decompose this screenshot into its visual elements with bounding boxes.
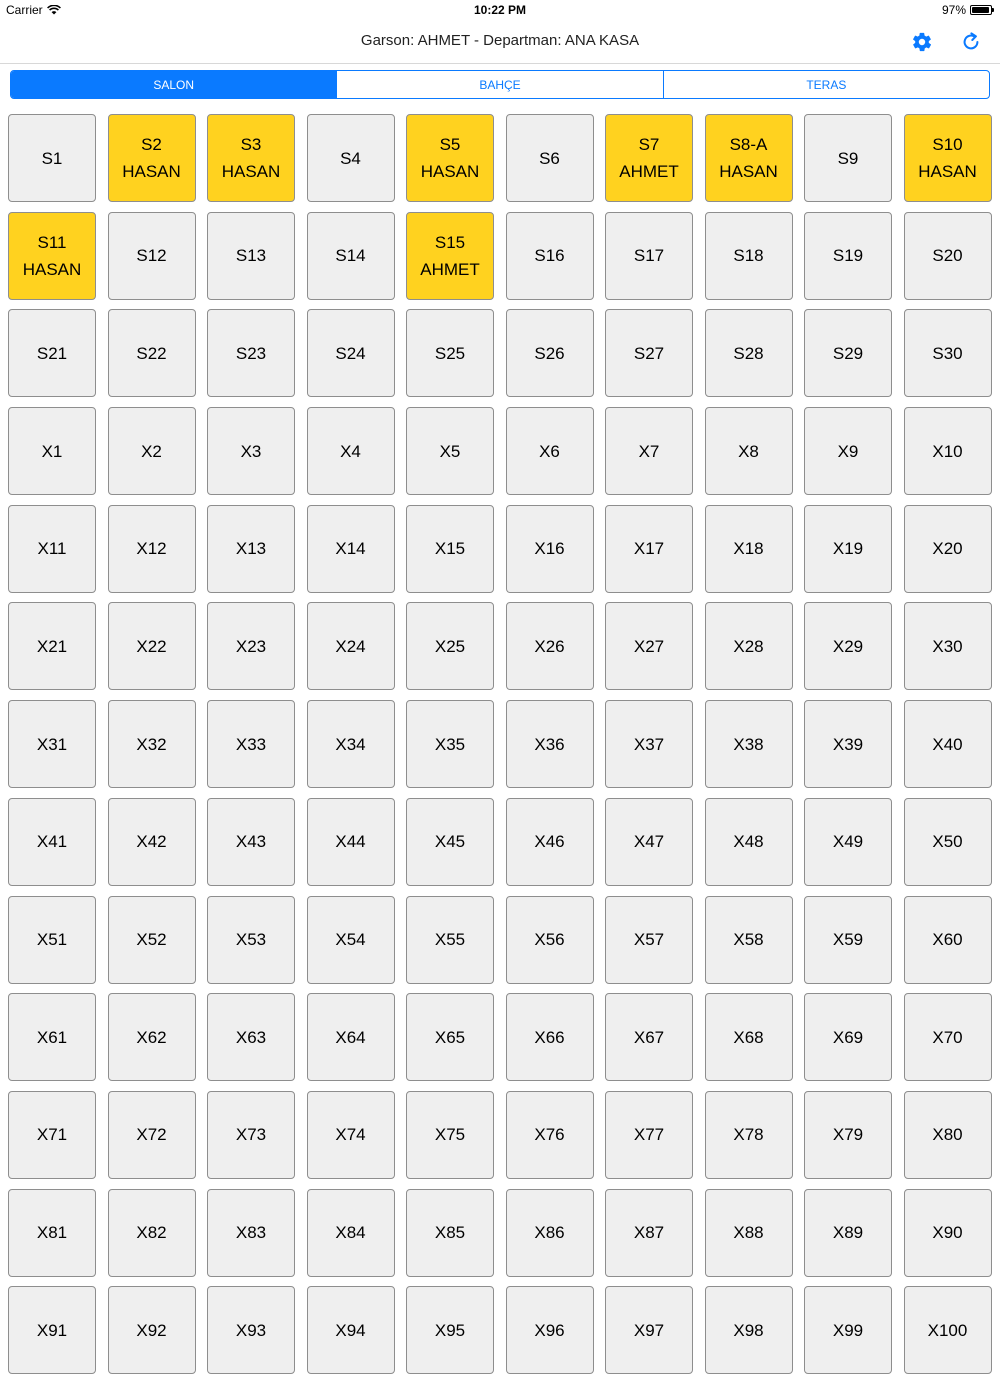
table-button[interactable] xyxy=(804,993,892,1081)
table-name: X23 xyxy=(235,636,267,656)
table-button[interactable] xyxy=(406,1189,494,1277)
table-name: S22 xyxy=(136,343,167,363)
table-button[interactable] xyxy=(506,1286,594,1374)
table-name: S23 xyxy=(235,343,267,363)
table-button[interactable] xyxy=(8,896,96,984)
table-button[interactable] xyxy=(605,993,693,1081)
table-button[interactable] xyxy=(605,1189,693,1277)
table-button[interactable] xyxy=(108,114,196,202)
table-name: X13 xyxy=(235,539,267,559)
table-name: X17 xyxy=(633,539,665,559)
table-name: X88 xyxy=(733,1223,764,1243)
table-button[interactable] xyxy=(108,505,196,593)
table-name: X1 xyxy=(41,441,63,461)
table-button[interactable] xyxy=(207,700,295,788)
table-waiter: HASAN xyxy=(221,162,281,181)
table-button[interactable] xyxy=(605,1091,693,1179)
table-name: X91 xyxy=(36,1320,68,1340)
table-button[interactable] xyxy=(804,309,892,397)
table-button[interactable] xyxy=(207,1091,295,1179)
table-name: S15 xyxy=(434,232,466,252)
table-button[interactable] xyxy=(207,212,295,300)
table-waiter: HASAN xyxy=(719,162,778,181)
table-name: S11 xyxy=(37,232,67,252)
table-button[interactable] xyxy=(904,1091,992,1179)
table-button[interactable] xyxy=(406,798,494,886)
table-button[interactable] xyxy=(8,1189,96,1277)
table-button[interactable] xyxy=(605,309,693,397)
table-name: S13 xyxy=(235,246,267,266)
table-name: S6 xyxy=(539,148,560,168)
table-button[interactable] xyxy=(605,798,693,886)
table-name: X26 xyxy=(534,636,565,656)
table-name: X9 xyxy=(837,441,859,461)
table-name: X69 xyxy=(832,1027,864,1047)
table-button[interactable] xyxy=(804,798,892,886)
table-name: X96 xyxy=(534,1320,565,1340)
table-name: X20 xyxy=(932,539,963,559)
table-button[interactable] xyxy=(406,602,494,690)
page-title: Garson: AHMET - Departman: ANA KASA xyxy=(360,32,640,49)
table-button[interactable] xyxy=(207,798,295,886)
table-name: X5 xyxy=(439,441,461,461)
table-button[interactable] xyxy=(406,1286,494,1374)
table-name: S24 xyxy=(335,343,366,363)
table-button[interactable] xyxy=(307,1189,395,1277)
table-name: X55 xyxy=(434,930,466,949)
table-name: X18 xyxy=(733,539,764,559)
table-name: X71 xyxy=(36,1125,68,1145)
table-button[interactable] xyxy=(108,1189,196,1277)
table-button[interactable] xyxy=(207,896,295,984)
table-button[interactable] xyxy=(108,407,196,495)
table-waiter: AHMET xyxy=(420,259,480,279)
table-button[interactable] xyxy=(705,505,793,593)
table-button[interactable] xyxy=(506,505,594,593)
table-button[interactable] xyxy=(307,1091,395,1179)
settings-button[interactable] xyxy=(908,28,936,56)
table-name: X54 xyxy=(335,930,366,949)
table-name: X48 xyxy=(733,832,764,852)
tab-teras[interactable]: TERAS xyxy=(663,71,989,98)
table-waiter: HASAN xyxy=(918,162,977,181)
table-button[interactable] xyxy=(307,1286,395,1374)
table-button[interactable] xyxy=(904,700,992,788)
table-name: X7 xyxy=(638,441,660,461)
table-name: X73 xyxy=(235,1125,267,1145)
table-button[interactable] xyxy=(8,1091,96,1179)
table-name: X27 xyxy=(633,636,665,656)
table-name: X44 xyxy=(335,832,366,852)
table-button[interactable] xyxy=(904,212,992,300)
table-name: X93 xyxy=(235,1320,267,1340)
table-name: S8-A xyxy=(729,135,768,154)
table-name: S12 xyxy=(136,246,167,266)
table-button[interactable] xyxy=(307,896,395,984)
table-button[interactable] xyxy=(207,505,295,593)
table-button[interactable] xyxy=(207,407,295,495)
table-name: S21 xyxy=(36,343,68,363)
table-name: X39 xyxy=(832,734,864,754)
table-name: X43 xyxy=(235,832,267,852)
table-button[interactable] xyxy=(307,407,395,495)
table-button[interactable] xyxy=(705,407,793,495)
table-name: X99 xyxy=(832,1320,864,1340)
table-button[interactable] xyxy=(307,212,395,300)
table-name: X36 xyxy=(534,734,565,754)
table-name: X32 xyxy=(136,734,167,754)
table-button[interactable] xyxy=(108,993,196,1081)
table-name: S30 xyxy=(932,343,963,363)
table-button[interactable] xyxy=(705,700,793,788)
table-name: X95 xyxy=(434,1320,466,1340)
table-name: X6 xyxy=(539,441,560,461)
table-button[interactable] xyxy=(804,896,892,984)
table-button[interactable] xyxy=(108,896,196,984)
table-name: X90 xyxy=(932,1223,963,1243)
table-name: X97 xyxy=(633,1320,665,1340)
table-waiter: HASAN xyxy=(22,259,82,279)
table-name: X61 xyxy=(36,1027,68,1047)
table-name: S26 xyxy=(534,343,565,363)
table-button[interactable] xyxy=(506,700,594,788)
table-name: X94 xyxy=(335,1320,366,1340)
table-button[interactable] xyxy=(207,1286,295,1374)
table-name: S16 xyxy=(534,246,565,266)
tab-bahce[interactable]: BAHÇE xyxy=(336,71,662,98)
table-button[interactable] xyxy=(307,114,395,202)
table-button[interactable] xyxy=(804,505,892,593)
table-name: X3 xyxy=(240,441,262,461)
table-name: X63 xyxy=(235,1027,267,1047)
table-button[interactable] xyxy=(307,700,395,788)
gear-icon xyxy=(911,31,933,53)
table-button[interactable] xyxy=(8,309,96,397)
table-name: X84 xyxy=(335,1223,366,1243)
table-button[interactable] xyxy=(804,114,892,202)
table-name: X2 xyxy=(141,441,162,461)
table-name: S28 xyxy=(733,343,764,363)
table-waiter: HASAN xyxy=(420,162,480,181)
table-button[interactable] xyxy=(904,896,992,984)
battery-percent: 97% xyxy=(941,3,966,17)
table-name: X58 xyxy=(733,930,764,949)
table-name: X35 xyxy=(434,734,466,754)
table-name: X40 xyxy=(932,734,963,754)
table-button[interactable] xyxy=(705,309,793,397)
table-name: S20 xyxy=(932,246,963,266)
table-name: X60 xyxy=(932,930,963,949)
table-name: X75 xyxy=(434,1125,466,1145)
table-button[interactable] xyxy=(8,798,96,886)
table-button[interactable] xyxy=(406,505,494,593)
table-button[interactable] xyxy=(904,993,992,1081)
table-button[interactable] xyxy=(904,309,992,397)
table-name: X24 xyxy=(335,636,366,656)
table-name: X49 xyxy=(832,832,864,852)
table-button[interactable] xyxy=(506,407,594,495)
table-name: X92 xyxy=(136,1320,167,1340)
table-name: X38 xyxy=(733,734,764,754)
table-button[interactable] xyxy=(506,114,594,202)
table-grid xyxy=(8,114,992,1374)
table-name: X79 xyxy=(832,1125,864,1145)
table-name: X72 xyxy=(136,1125,167,1145)
table-name: X64 xyxy=(335,1027,366,1047)
table-name: X70 xyxy=(932,1027,963,1047)
table-button[interactable] xyxy=(108,798,196,886)
table-name: X34 xyxy=(335,734,366,754)
table-button[interactable] xyxy=(804,1189,892,1277)
table-button[interactable] xyxy=(406,407,494,495)
table-name: X89 xyxy=(832,1223,864,1243)
table-name: X66 xyxy=(534,1027,565,1047)
table-name: X62 xyxy=(136,1027,167,1047)
table-button[interactable] xyxy=(605,505,693,593)
table-button[interactable] xyxy=(705,1091,793,1179)
table-button[interactable] xyxy=(605,407,693,495)
table-button[interactable] xyxy=(605,212,693,300)
table-name: X12 xyxy=(136,539,167,559)
table-name: X85 xyxy=(434,1223,466,1243)
table-button[interactable] xyxy=(406,212,494,300)
department-tabs xyxy=(10,70,990,99)
table-name: X83 xyxy=(235,1223,267,1243)
table-name: X53 xyxy=(235,930,267,949)
table-button[interactable] xyxy=(506,212,594,300)
table-button[interactable] xyxy=(605,700,693,788)
table-button[interactable] xyxy=(605,896,693,984)
table-name: X25 xyxy=(434,636,466,656)
table-name: X67 xyxy=(633,1027,665,1047)
table-button[interactable] xyxy=(804,602,892,690)
table-name: S14 xyxy=(335,246,366,266)
table-button[interactable] xyxy=(406,700,494,788)
table-button[interactable] xyxy=(8,407,96,495)
table-button[interactable] xyxy=(406,896,494,984)
table-button[interactable] xyxy=(804,407,892,495)
table-button[interactable] xyxy=(804,212,892,300)
status-bar xyxy=(0,0,1000,20)
table-name: X56 xyxy=(534,930,565,949)
table-button[interactable] xyxy=(108,700,196,788)
table-name: X86 xyxy=(534,1223,565,1243)
table-button[interactable] xyxy=(506,798,594,886)
table-name: X28 xyxy=(733,636,764,656)
table-name: S25 xyxy=(434,343,466,363)
table-name: X19 xyxy=(832,539,864,559)
table-button[interactable] xyxy=(904,602,992,690)
table-name: S7 xyxy=(638,135,660,154)
table-name: X76 xyxy=(534,1125,565,1145)
table-name: S17 xyxy=(633,246,665,266)
table-button[interactable] xyxy=(406,114,494,202)
table-button[interactable] xyxy=(804,1286,892,1374)
table-button[interactable] xyxy=(8,1286,96,1374)
table-name: X78 xyxy=(733,1125,764,1145)
table-button[interactable] xyxy=(506,602,594,690)
table-button[interactable] xyxy=(904,505,992,593)
table-name: X81 xyxy=(36,1223,68,1243)
tab-salon[interactable]: SALON xyxy=(11,71,336,98)
table-name: S1 xyxy=(41,148,63,168)
table-button[interactable] xyxy=(804,1091,892,1179)
table-button[interactable] xyxy=(605,602,693,690)
table-name: X4 xyxy=(340,441,361,461)
table-name: X52 xyxy=(136,930,167,949)
table-button[interactable] xyxy=(108,602,196,690)
table-button[interactable] xyxy=(705,798,793,886)
refresh-button[interactable] xyxy=(957,28,985,56)
refresh-icon xyxy=(960,31,982,53)
table-button[interactable] xyxy=(108,1286,196,1374)
table-button[interactable] xyxy=(904,1286,992,1374)
table-name: X98 xyxy=(733,1320,764,1340)
table-button[interactable] xyxy=(506,993,594,1081)
table-button[interactable] xyxy=(605,114,693,202)
table-button[interactable] xyxy=(307,798,395,886)
table-name: X57 xyxy=(633,930,665,949)
table-button[interactable] xyxy=(8,212,96,300)
table-button[interactable] xyxy=(904,114,992,202)
table-button[interactable] xyxy=(904,407,992,495)
table-name: X50 xyxy=(932,832,963,852)
table-button[interactable] xyxy=(307,993,395,1081)
table-name: X65 xyxy=(434,1027,466,1047)
battery-info xyxy=(942,3,992,17)
table-button[interactable] xyxy=(108,212,196,300)
table-button[interactable] xyxy=(108,1091,196,1179)
table-name: X82 xyxy=(136,1223,167,1243)
table-name: X80 xyxy=(932,1125,963,1145)
table-name: X33 xyxy=(235,734,267,754)
table-name: S10 xyxy=(932,135,963,154)
table-name: X14 xyxy=(335,539,366,559)
table-button[interactable] xyxy=(904,1189,992,1277)
table-name: S2 xyxy=(141,135,162,154)
table-button[interactable] xyxy=(8,602,96,690)
table-button[interactable] xyxy=(8,993,96,1081)
status-time: 10:22 PM xyxy=(473,3,527,17)
table-button[interactable] xyxy=(307,505,395,593)
table-button[interactable] xyxy=(108,309,196,397)
table-waiter: HASAN xyxy=(122,162,181,181)
table-button[interactable] xyxy=(8,700,96,788)
table-button[interactable] xyxy=(705,896,793,984)
table-name: X21 xyxy=(36,636,68,656)
table-name: S4 xyxy=(340,148,361,168)
table-name: S5 xyxy=(439,135,461,154)
table-name: X11 xyxy=(37,539,67,559)
table-name: X74 xyxy=(335,1125,366,1145)
table-button[interactable] xyxy=(705,993,793,1081)
table-button[interactable] xyxy=(207,1189,295,1277)
table-name: X68 xyxy=(733,1027,764,1047)
table-name: S29 xyxy=(832,343,864,363)
table-button[interactable] xyxy=(307,602,395,690)
navigation-bar xyxy=(0,20,1000,64)
table-name: X100 xyxy=(927,1320,968,1340)
table-name: X31 xyxy=(36,734,68,754)
table-name: X29 xyxy=(832,636,864,656)
table-button[interactable] xyxy=(705,1286,793,1374)
table-name: X77 xyxy=(633,1125,665,1145)
table-waiter: AHMET xyxy=(619,162,679,181)
table-name: S27 xyxy=(633,343,665,363)
table-name: S18 xyxy=(733,246,764,266)
carrier-label: Carrier xyxy=(6,3,43,17)
table-name: X51 xyxy=(36,930,68,949)
table-name: S19 xyxy=(832,246,864,266)
table-button[interactable] xyxy=(307,309,395,397)
table-name: X46 xyxy=(534,832,565,852)
table-name: X30 xyxy=(932,636,963,656)
table-name: X87 xyxy=(633,1223,665,1243)
table-button[interactable] xyxy=(705,1189,793,1277)
table-name: X45 xyxy=(434,832,466,852)
table-button[interactable] xyxy=(207,993,295,1081)
table-name: X41 xyxy=(36,832,68,852)
table-button[interactable] xyxy=(207,602,295,690)
table-button[interactable] xyxy=(705,212,793,300)
table-name: X15 xyxy=(434,539,466,559)
table-name: S9 xyxy=(837,148,859,168)
table-button[interactable] xyxy=(904,798,992,886)
table-button[interactable] xyxy=(406,1091,494,1179)
table-button[interactable] xyxy=(8,505,96,593)
table-button[interactable] xyxy=(506,896,594,984)
table-button[interactable] xyxy=(8,114,96,202)
table-button[interactable] xyxy=(506,309,594,397)
table-button[interactable] xyxy=(406,993,494,1081)
table-button[interactable] xyxy=(406,309,494,397)
table-name: X59 xyxy=(832,930,864,949)
table-button[interactable] xyxy=(705,114,793,202)
table-button[interactable] xyxy=(506,1091,594,1179)
table-name: X37 xyxy=(633,734,665,754)
table-button[interactable] xyxy=(605,1286,693,1374)
table-name: X10 xyxy=(932,441,963,461)
table-button[interactable] xyxy=(207,309,295,397)
table-name: X42 xyxy=(136,832,167,852)
table-button[interactable] xyxy=(207,114,295,202)
table-name: X8 xyxy=(738,441,759,461)
table-button[interactable] xyxy=(804,700,892,788)
table-button[interactable] xyxy=(506,1189,594,1277)
table-name: X16 xyxy=(534,539,565,559)
table-name: S3 xyxy=(240,135,262,154)
table-name: X22 xyxy=(136,636,167,656)
battery-icon xyxy=(970,5,992,15)
table-button[interactable] xyxy=(705,602,793,690)
table-name: X47 xyxy=(633,832,665,852)
